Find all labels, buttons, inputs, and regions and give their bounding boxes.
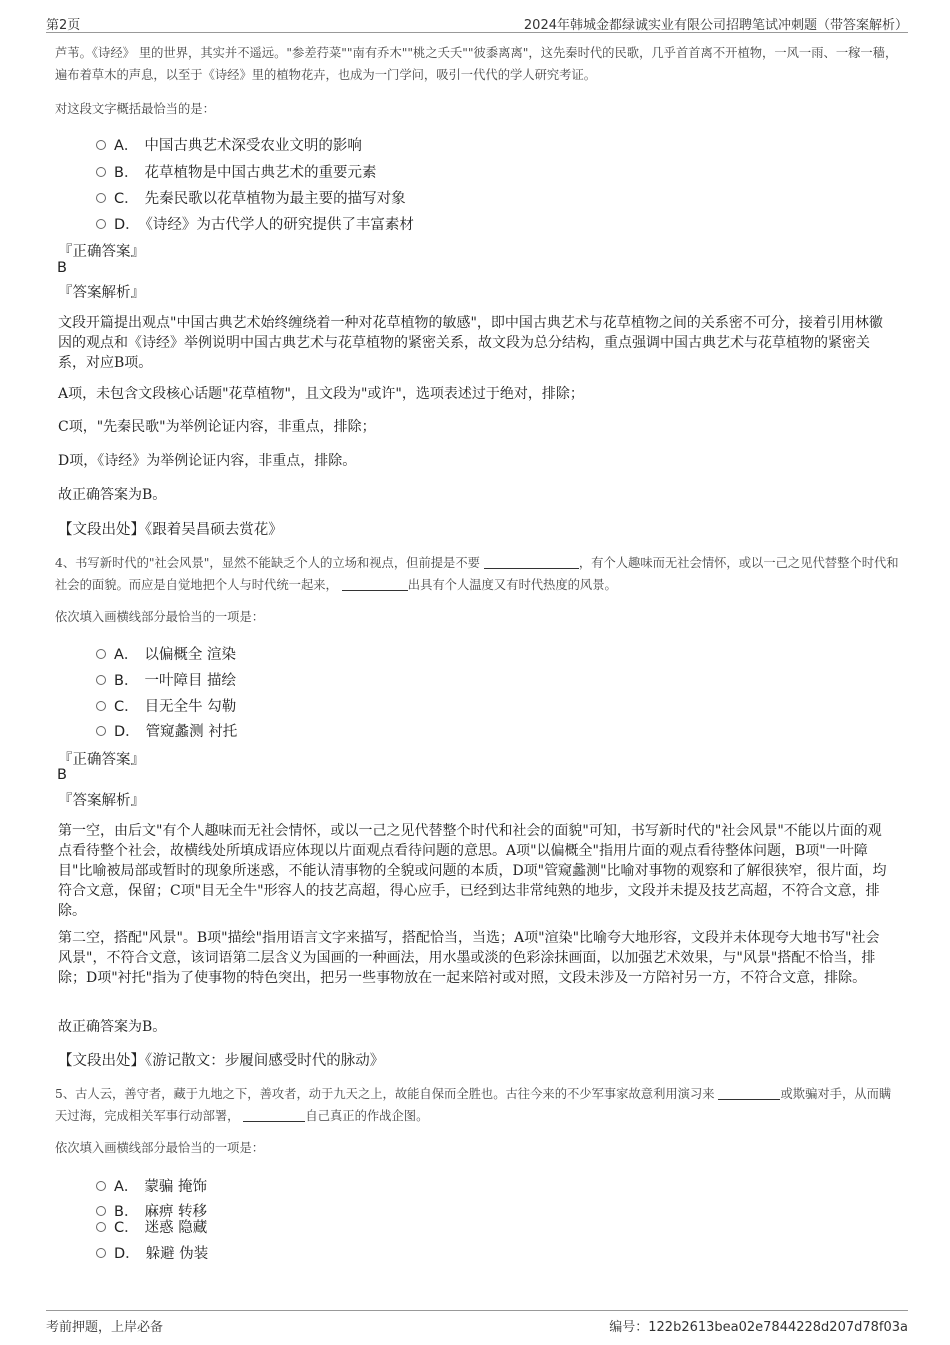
radio-icon[interactable] xyxy=(96,649,106,659)
radio-icon[interactable] xyxy=(96,167,106,177)
radio-icon[interactable] xyxy=(96,1222,106,1232)
q3-option-c[interactable]: C． 先秦民歌以花草植物为最主要的描写对象 xyxy=(96,187,406,208)
q4-analysis-label: 『答案解析』 xyxy=(58,793,145,809)
q4-source: 【文段出处】《游记散文：步履间感受时代的脉动》 xyxy=(58,1053,385,1069)
page-header xyxy=(46,10,908,33)
q3-prompt: 对这段文字概括最恰当的是： xyxy=(55,102,215,116)
page-footer xyxy=(46,1310,908,1337)
q4-stem: 4、书写新时代的"社会风景"，显然不能缺乏个人的立场和视点，但前提是不要 ，有个人趣味而无社会情怀，或以一己之见代替整个时代和社会的面貌。而应是自觉地把个人与时代统一起来， 出具有个人温度又有时代热度的风景。 xyxy=(55,556,899,592)
q4-answer: B xyxy=(57,767,67,783)
q3-analysis-para: 文段开篇提出观点"中国古典艺术始终缠绕着一种对花草植物的敏感"，即中国古典艺术与花草植物之间的关系密不可分，接着引用林徽因的观点和《诗经》举例说明中国古典艺术与花草植物的紧密关系，故文段为总分结构，重点强调中国古典艺术与花草植物的紧密关系，对应B项。 xyxy=(58,315,883,371)
q4-answer-label: 『正确答案』 xyxy=(58,752,145,768)
radio-icon[interactable] xyxy=(96,701,106,711)
blank-line xyxy=(243,1109,305,1122)
q4-option-c[interactable]: C． 目无全牛 勾勒 xyxy=(96,695,236,716)
q3-option-b[interactable]: B． 花草植物是中国古典艺术的重要元素 xyxy=(96,161,376,182)
q3-answer: B xyxy=(57,260,67,276)
radio-icon[interactable] xyxy=(96,1248,106,1258)
q4-option-d[interactable]: D． 管窥蠡测 衬托 xyxy=(96,720,237,741)
q4-option-a[interactable]: A． 以偏概全 渲染 xyxy=(96,643,236,664)
q5-option-c[interactable]: C． 迷惑 隐藏 xyxy=(96,1216,207,1237)
q3-analysis-para: C项，"先秦民歌"为举例论证内容，非重点，排除； xyxy=(58,419,376,435)
q4-prompt: 依次填入画横线部分最恰当的一项是： xyxy=(55,610,265,624)
blank-line xyxy=(718,1087,780,1100)
document-title: 2024年韩城金都绿诚实业有限公司招聘笔试冲刺题（带答案解析） xyxy=(523,18,908,33)
footer-slogan: 考前押题，上岸必备 xyxy=(46,1320,164,1335)
q5-option-d[interactable]: D． 躲避 伪装 xyxy=(96,1242,208,1263)
q5-stem: 5、古人云，善守者，藏于九地之下，善攻者，动于九天之上，故能自保而全胜也。古往今来的不少军事家故意利用演习来 或欺骗对手，从而瞒天过海，完成相关军事行动部署， 自己真正的作战企图。 xyxy=(55,1087,892,1123)
q4-analysis-para: 故正确答案为B。 xyxy=(58,1019,167,1035)
q4-analysis-para: 第二空，搭配"风景"。B项"描绘"指用语言文字来描写，搭配恰当，当选；A项"渲染"比喻夸大地形容，文段并未体现夸大地书写"社会风景"，不符合文意，该词语第二层含义为国画的一种画法，用水墨或淡的色彩涂抹画面，以加强艺术效果，与"风景"搭配不恰当，排除；D项"衬托"指为了使事物的特色突出，把另一些事物放在一起来陪衬或对照，文段未涉及一方陪衬另一方，不符合文意，排除。 xyxy=(58,930,880,986)
q3-analysis-para: D项，《诗经》为举例论证内容，非重点，排除。 xyxy=(58,453,357,469)
q3-passage-tail: 芦苇。《诗经》 里的世界，其实并不遥远。"参差荇菜""南有乔木""桃之夭夭""彼黍离离"，这先秦时代的民歌，几乎首首离不开植物，一风一雨、一稼一穑，遍布着草木的声息，以至于《诗经》里的植物花卉，也成为一门学问，吸引一代代的学人研究考证。 xyxy=(55,46,898,82)
q5-option-b[interactable]: B． 麻痹 转移 xyxy=(96,1200,207,1221)
q5-prompt: 依次填入画横线部分最恰当的一项是： xyxy=(55,1141,265,1155)
radio-icon[interactable] xyxy=(96,193,106,203)
document-id: 编号：122b2613bea02e7844228d207d78f03a xyxy=(609,1320,908,1335)
radio-icon[interactable] xyxy=(96,1181,106,1191)
q3-source: 【文段出处】《跟着吴昌硕去赏花》 xyxy=(58,522,283,538)
q3-option-a[interactable]: A． 中国古典艺术深受农业文明的影响 xyxy=(96,134,362,155)
q5-option-a[interactable]: A． 蒙骗 掩饰 xyxy=(96,1175,207,1196)
blank-line xyxy=(342,578,408,591)
q3-analysis-para: 故正确答案为B。 xyxy=(58,487,167,503)
q3-analysis-para: A项，未包含文段核心话题"花草植物"，且文段为"或许"，选项表述过于绝对，排除； xyxy=(58,386,584,402)
q3-answer-label: 『正确答案』 xyxy=(58,244,145,260)
radio-icon[interactable] xyxy=(96,219,106,229)
q3-option-d[interactable]: D． 《诗经》为古代学人的研究提供了丰富素材 xyxy=(96,213,414,234)
radio-icon[interactable] xyxy=(96,675,106,685)
page-number: 第2页 xyxy=(46,18,81,33)
blank-line xyxy=(484,556,579,569)
q3-analysis-label: 『答案解析』 xyxy=(58,285,145,301)
radio-icon[interactable] xyxy=(96,726,106,736)
q4-option-b[interactable]: B． 一叶障目 描绘 xyxy=(96,669,236,690)
radio-icon[interactable] xyxy=(96,1206,106,1216)
radio-icon[interactable] xyxy=(96,140,106,150)
q4-analysis-para: 第一空，由后文"有个人趣味而无社会情怀，或以一己之见代替整个时代和社会的面貌"可知，书写新时代的"社会风景"不能以片面的观点看待整个社会，故横线处所填成语应体现以片面观点看待问题的意思。A项"以偏概全"指用片面的观点看待整体问题，B项"一叶障目"比喻被局部或暂时的现象所迷惑，不能认清事物的全貌或问题的本质，D项"管窥蠡测"比喻对事物的观察和了解很狭窄，很片面，均符合文意，保留；C项"目无全牛"形容人的技艺高超，得心应手，已经到达非常纯熟的地步，文段并未提及技艺高超，不符合文意，排除。 xyxy=(58,823,887,919)
